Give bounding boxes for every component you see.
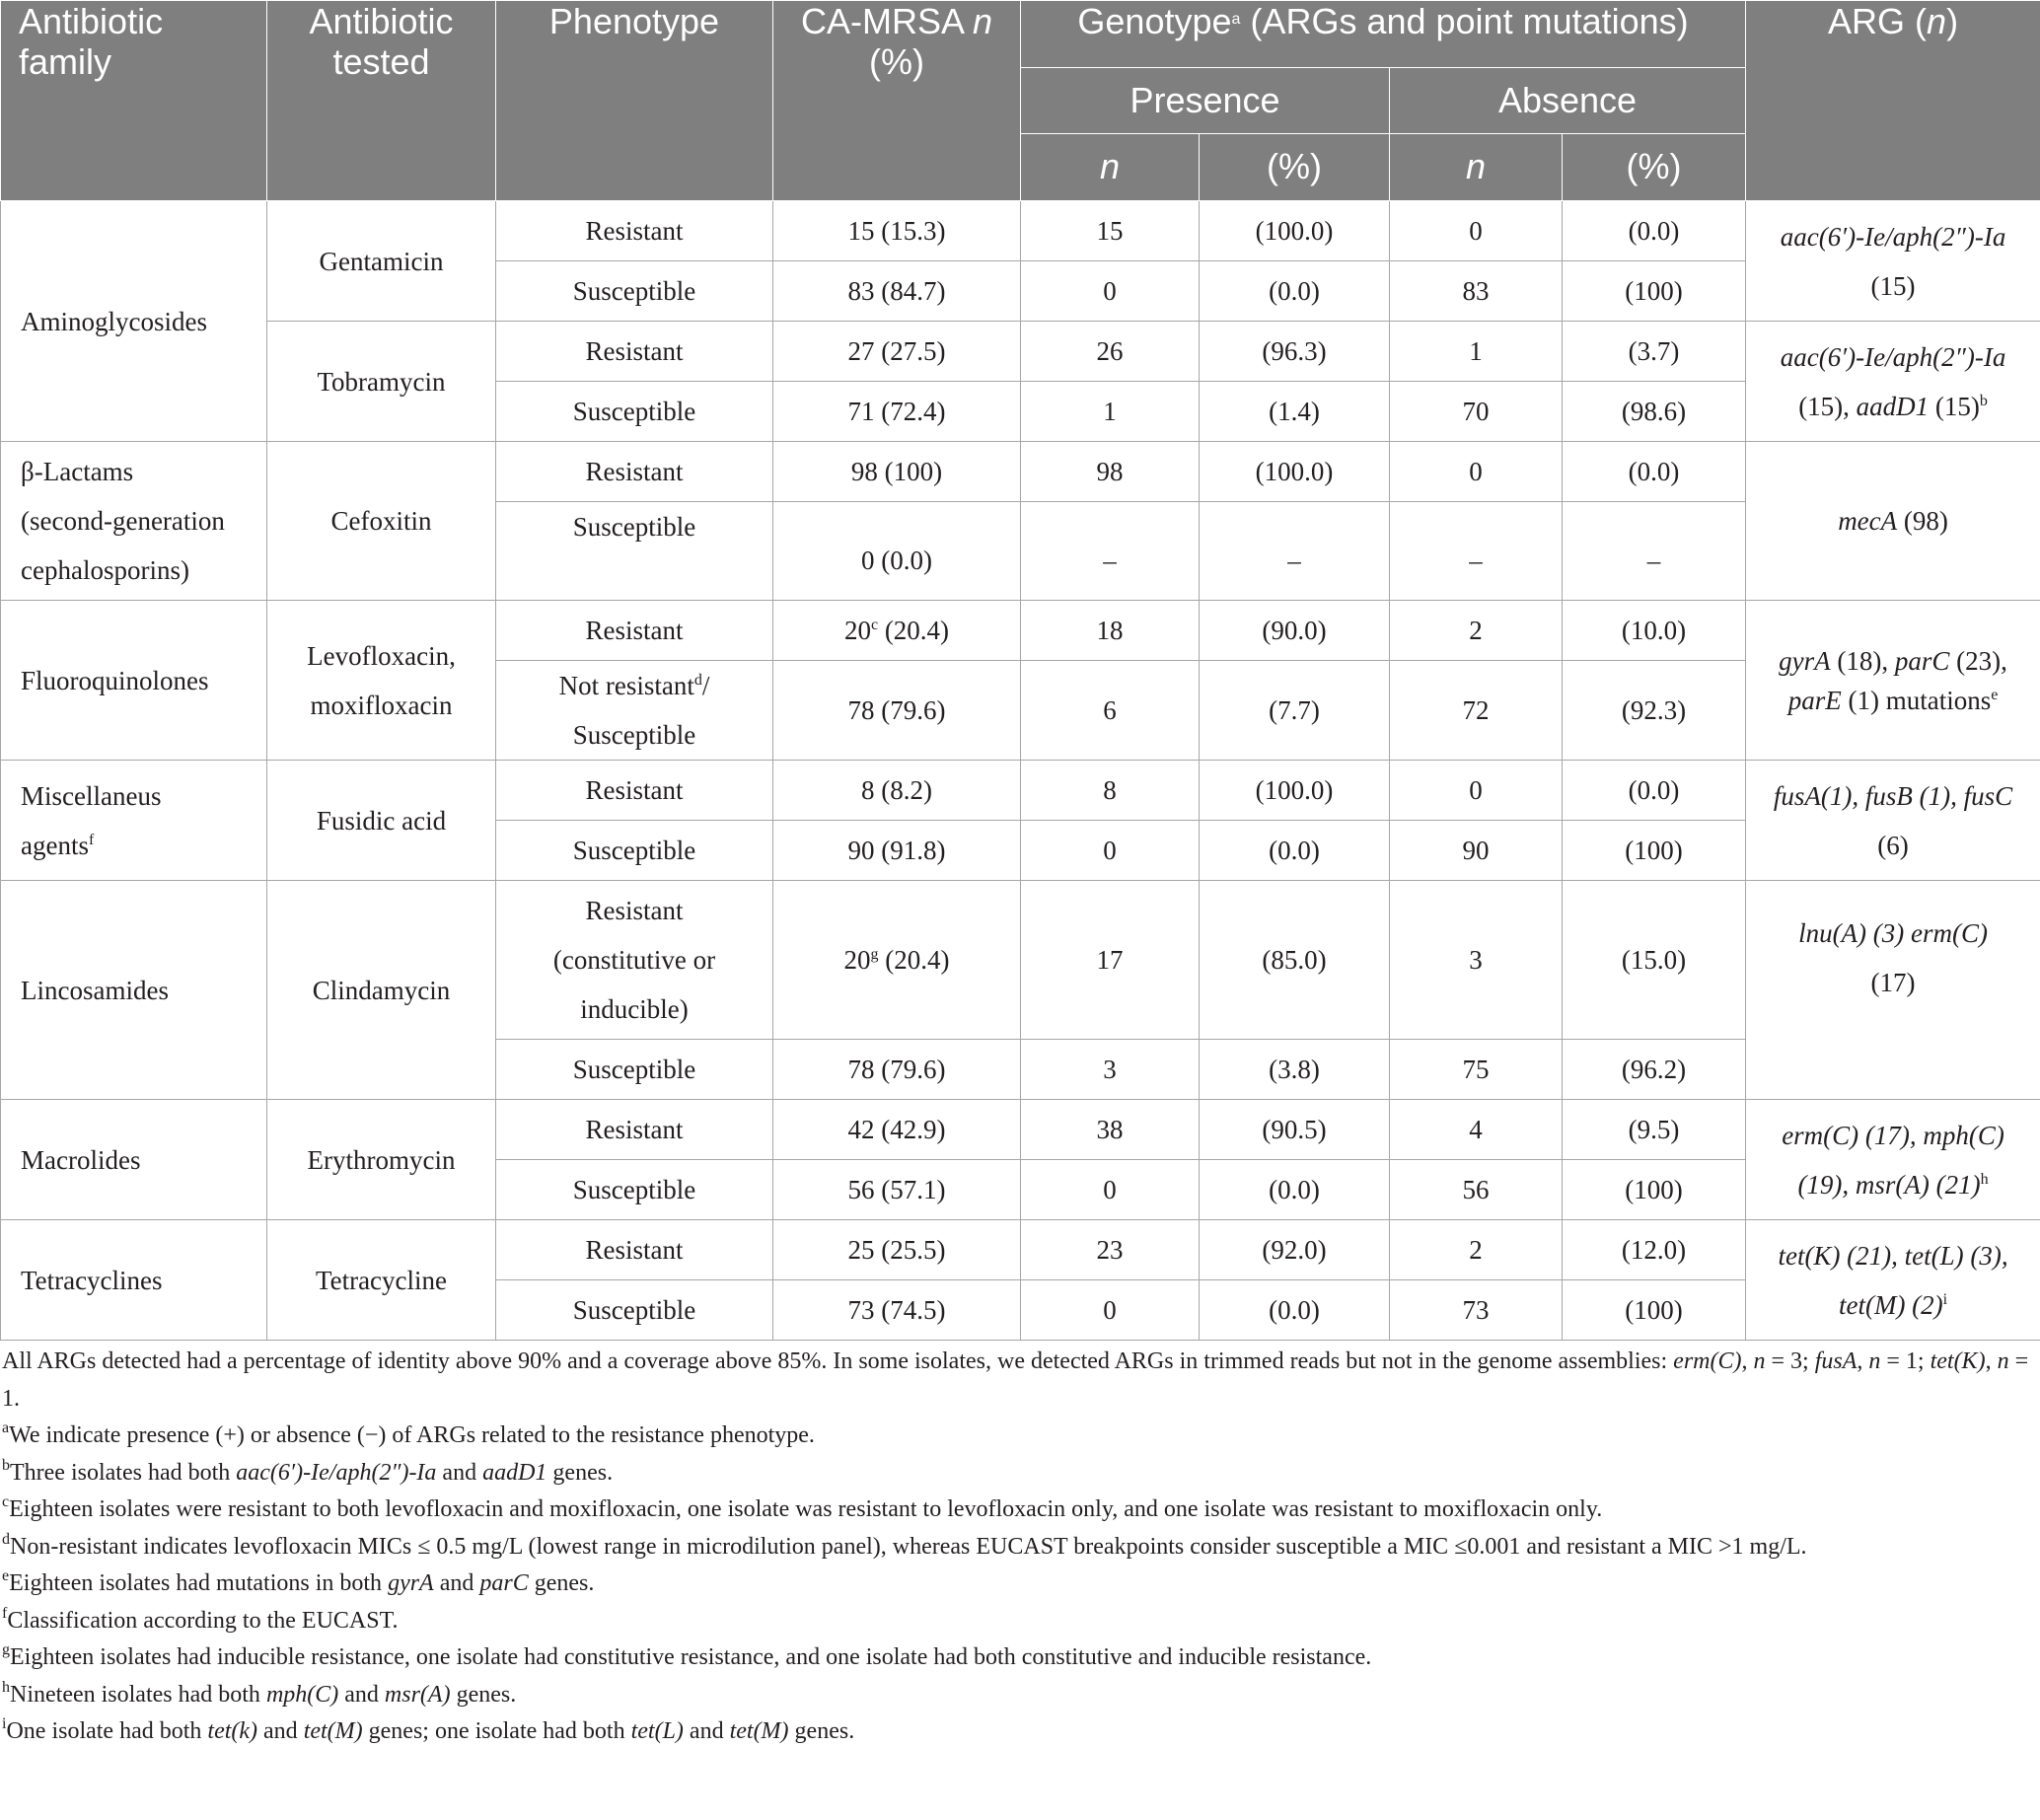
tested-cefoxitin: Cefoxitin	[267, 442, 496, 601]
arg-tobramycin: aac(6′)-Ie/aph(2″)-Ia (15), aadD1 $(15)^b$	[1746, 322, 2040, 442]
absence-n-cell: 56	[1390, 1160, 1563, 1220]
absence-n-cell: 0	[1390, 761, 1563, 821]
family-lincosamides: Lincosamides	[1, 881, 267, 1100]
header-absence: Absence	[1390, 68, 1746, 134]
tested-gentamicin: Gentamicin	[267, 201, 496, 322]
phenotype-cell: Susceptible	[496, 1040, 773, 1100]
header-antibiotic-tested: Antibiotic tested	[267, 1, 496, 201]
absence-pct-cell: (100)	[1563, 1160, 1746, 1220]
camrsa-cell: 78 (79.6)	[773, 661, 1021, 761]
camrsa-cell: 27 (27.5)	[773, 322, 1021, 382]
absence-pct-cell: (92.3)	[1563, 661, 1746, 761]
phenotype-cell: Susceptible	[496, 382, 773, 442]
presence-n-cell: 0	[1021, 821, 1200, 881]
footnote-c: $^c$Eighteen isolates were resistant to both levofloxacin and moxifloxacin, one isolate was resistant to levofloxacin only, and one isolate was resistant to moxifloxacin only.	[2, 1493, 1603, 1522]
presence-n-cell: 26	[1021, 322, 1200, 382]
presence-n-cell: –	[1021, 502, 1200, 601]
absence-pct-cell: (0.0)	[1563, 201, 1746, 261]
header-antibiotic-family: Antibiotic family	[1, 1, 267, 201]
absence-pct-cell: (100)	[1563, 1280, 1746, 1341]
absence-pct-cell: (9.5)	[1563, 1100, 1746, 1160]
table-row	[1, 322, 2040, 382]
presence-n-cell: 0	[1021, 261, 1200, 322]
presence-n-cell: 38	[1021, 1100, 1200, 1160]
family-aminoglycosides: Aminoglycosides	[1, 201, 267, 442]
camrsa-cell: 15 (15.3)	[773, 201, 1021, 261]
absence-n-cell: 70	[1390, 382, 1563, 442]
table-row	[1, 1220, 2040, 1280]
camrsa-cell: 20$^c$ (20.4)	[773, 601, 1021, 661]
camrsa-cell: 83 (84.7)	[773, 261, 1021, 322]
presence-pct-cell: (85.0)	[1200, 881, 1390, 1040]
camrsa-cell: 78 (79.6)	[773, 1040, 1021, 1100]
presence-n-cell: 3	[1021, 1040, 1200, 1100]
footnote-intro: All ARGs detected had a percentage of identity above 90% and a coverage above 85%. In some isolates, we detected ARGs in trimmed reads but not in the genome assemblies: erm(C), n = 3; fusA, n = 1; tet(K), n = 1.	[2, 1348, 2029, 1412]
table-row	[1, 201, 2040, 261]
tested-tetracycline: Tetracycline	[267, 1220, 496, 1341]
camrsa-cell: 73 (74.5)	[773, 1280, 1021, 1341]
absence-n-cell: 2	[1390, 601, 1563, 661]
footnote-g: $^g$Eighteen isolates had inducible resistance, one isolate had constitutive resistance, and one isolate had both constitutive and inducible resistance.	[2, 1641, 1372, 1670]
tested-tobramycin: Tobramycin	[267, 322, 496, 442]
footnote-e: $^e$Eighteen isolates had mutations in both gyrA and parC genes.	[2, 1567, 595, 1596]
header-presence-n: n	[1021, 134, 1200, 201]
camrsa-cell: 42 (42.9)	[773, 1100, 1021, 1160]
family-macrolides: Macrolides	[1, 1100, 267, 1220]
phenotype-cell: Susceptible	[496, 821, 773, 881]
absence-n-cell: 0	[1390, 442, 1563, 502]
table-header	[1, 1, 2040, 201]
table-row	[1, 1100, 2040, 1160]
tested-erythromycin: Erythromycin	[267, 1100, 496, 1220]
camrsa-cell: 25 (25.5)	[773, 1220, 1021, 1280]
header-absence-n: n	[1390, 134, 1563, 201]
table-body	[1, 201, 2040, 1341]
absence-n-cell: 73	[1390, 1280, 1563, 1341]
phenotype-cell: Resistant	[496, 1220, 773, 1280]
arg-cefoxitin: mecA (98)	[1746, 442, 2040, 601]
presence-n-cell: 15	[1021, 201, 1200, 261]
presence-n-cell: 98	[1021, 442, 1200, 502]
phenotype-cell: Susceptible	[496, 1160, 773, 1220]
presence-pct-cell: (100.0)	[1200, 442, 1390, 502]
phenotype-cell: Resistant	[496, 1100, 773, 1160]
presence-pct-cell: (92.0)	[1200, 1220, 1390, 1280]
header-ca-mrsa: CA-MRSA n (%)	[773, 1, 1021, 201]
table-row	[1, 881, 2040, 1040]
table-row	[1, 601, 2040, 661]
header-absence-pct: (%)	[1563, 134, 1746, 201]
phenotype-cell: Susceptible	[496, 1280, 773, 1341]
footnote-a: $^a$We indicate presence (+) or absence (−) of ARGs related to the resistance phenotype.	[2, 1420, 815, 1448]
footnote-b: $^b$Three isolates had both aac(6′)-Ie/aph(2″)-Ia and aadD1 genes.	[2, 1456, 614, 1486]
presence-n-cell: 1	[1021, 382, 1200, 442]
presence-pct-cell: (100.0)	[1200, 761, 1390, 821]
phenotype-cell: Susceptible	[496, 502, 773, 601]
camrsa-cell: 0 (0.0)	[773, 502, 1021, 601]
camrsa-cell: 71 (72.4)	[773, 382, 1021, 442]
absence-n-cell: 4	[1390, 1100, 1563, 1160]
phenotype-cell: Resistant (constitutive or inducible)	[496, 881, 773, 1040]
absence-n-cell: 90	[1390, 821, 1563, 881]
absence-n-cell: 83	[1390, 261, 1563, 322]
absence-n-cell: 3	[1390, 881, 1563, 1040]
header-presence-pct: (%)	[1200, 134, 1390, 201]
presence-n-cell: 23	[1021, 1220, 1200, 1280]
absence-n-cell: 72	[1390, 661, 1563, 761]
presence-n-cell: 8	[1021, 761, 1200, 821]
tested-fusidic-acid: Fusidic acid	[267, 761, 496, 881]
camrsa-cell: 56 (57.1)	[773, 1160, 1021, 1220]
arg-fluoroquinolones: gyrA (18), parC (23), parE (1) mutations$^e$	[1746, 601, 2040, 761]
header-arg: ARG (n)	[1746, 1, 2040, 201]
absence-n-cell: –	[1390, 502, 1563, 601]
family-beta-lactams: β-Lactams (second-generation cephalosporins)	[1, 442, 267, 601]
absence-n-cell: 1	[1390, 322, 1563, 382]
header-phenotype: Phenotype	[496, 1, 773, 201]
absence-pct-cell: (0.0)	[1563, 761, 1746, 821]
arg-fusidic-acid: fusA(1), fusB (1), fusC (6)	[1746, 761, 2040, 881]
family-tetracyclines: Tetracyclines	[1, 1220, 267, 1341]
footnote-i: $^i$One isolate had both tet(k) and tet(M) genes; one isolate had both tet(L) and tet(M) genes.	[2, 1715, 855, 1744]
presence-pct-cell: (1.4)	[1200, 382, 1390, 442]
family-fluoroquinolones: Fluoroquinolones	[1, 601, 267, 761]
presence-n-cell: 0	[1021, 1280, 1200, 1341]
presence-pct-cell: (3.8)	[1200, 1040, 1390, 1100]
footnote-f: $^f$Classification according to the EUCAST.	[2, 1604, 399, 1634]
presence-pct-cell: (0.0)	[1200, 821, 1390, 881]
arg-clindamycin: lnu(A) (3) erm(C) (17)	[1746, 881, 2040, 1100]
phenotype-cell: Susceptible	[496, 261, 773, 322]
absence-pct-cell: (100)	[1563, 821, 1746, 881]
presence-pct-cell: (0.0)	[1200, 261, 1390, 322]
footnote-h: $^h$Nineteen isolates had both mph(C) and msr(A) genes.	[2, 1678, 517, 1708]
phenotype-cell: Resistant	[496, 322, 773, 382]
table-footnotes	[0, 1341, 2040, 1751]
camrsa-cell: 20$^g$ (20.4)	[773, 881, 1021, 1040]
table-row	[1, 761, 2040, 821]
absence-pct-cell: (12.0)	[1563, 1220, 1746, 1280]
absence-pct-cell: –	[1563, 502, 1746, 601]
family-miscellaneous: Miscellaneus agents$^f$	[1, 761, 267, 881]
presence-pct-cell: –	[1200, 502, 1390, 601]
presence-n-cell: 6	[1021, 661, 1200, 761]
presence-pct-cell: (90.5)	[1200, 1100, 1390, 1160]
absence-pct-cell: (3.7)	[1563, 322, 1746, 382]
camrsa-cell: 90 (91.8)	[773, 821, 1021, 881]
presence-pct-cell: (100.0)	[1200, 201, 1390, 261]
presence-pct-cell: (7.7)	[1200, 661, 1390, 761]
absence-pct-cell: (15.0)	[1563, 881, 1746, 1040]
absence-n-cell: 0	[1390, 201, 1563, 261]
presence-n-cell: 0	[1021, 1160, 1200, 1220]
tested-levo-moxi: Levofloxacin, moxifloxacin	[267, 601, 496, 761]
phenotype-cell: Resistant	[496, 442, 773, 502]
absence-n-cell: 2	[1390, 1220, 1563, 1280]
presence-pct-cell: (0.0)	[1200, 1280, 1390, 1341]
arg-gentamicin: aac(6′)-Ie/aph(2″)-Ia (15)	[1746, 201, 2040, 322]
header-genotype: Genotype$^a$ (ARGs and point mutations)	[1021, 1, 1746, 68]
absence-pct-cell: (96.2)	[1563, 1040, 1746, 1100]
header-presence: Presence	[1021, 68, 1390, 134]
presence-pct-cell: (0.0)	[1200, 1160, 1390, 1220]
presence-n-cell: 18	[1021, 601, 1200, 661]
footnote-d: $^d$Non-resistant indicates levofloxacin MICs ≤ 0.5 mg/L (lowest range in microdilution panel), whereas EUCAST breakpoints consider susceptible a MIC ≤0.001 and resistant a MIC >1 mg/L.	[2, 1530, 1807, 1560]
phenotype-cell: Resistant	[496, 761, 773, 821]
arg-erythromycin: erm(C) (17), mph(C) (19), msr(A) $(21)^h$	[1746, 1100, 2040, 1220]
presence-pct-cell: (96.3)	[1200, 322, 1390, 382]
absence-pct-cell: (100)	[1563, 261, 1746, 322]
presence-pct-cell: (90.0)	[1200, 601, 1390, 661]
tested-clindamycin: Clindamycin	[267, 881, 496, 1100]
camrsa-cell: 8 (8.2)	[773, 761, 1021, 821]
absence-pct-cell: (10.0)	[1563, 601, 1746, 661]
presence-n-cell: 17	[1021, 881, 1200, 1040]
absence-pct-cell: (98.6)	[1563, 382, 1746, 442]
phenotype-cell: Resistant	[496, 201, 773, 261]
phenotype-cell: Not resistant$^d$/ Susceptible	[496, 661, 773, 761]
arg-tetracycline: tet(K) (21), tet(L) (3), tet(M) $(2)^i$	[1746, 1220, 2040, 1341]
phenotype-cell: Resistant	[496, 601, 773, 661]
table-row	[1, 442, 2040, 502]
absence-n-cell: 75	[1390, 1040, 1563, 1100]
camrsa-cell: 98 (100)	[773, 442, 1021, 502]
absence-pct-cell: (0.0)	[1563, 442, 1746, 502]
